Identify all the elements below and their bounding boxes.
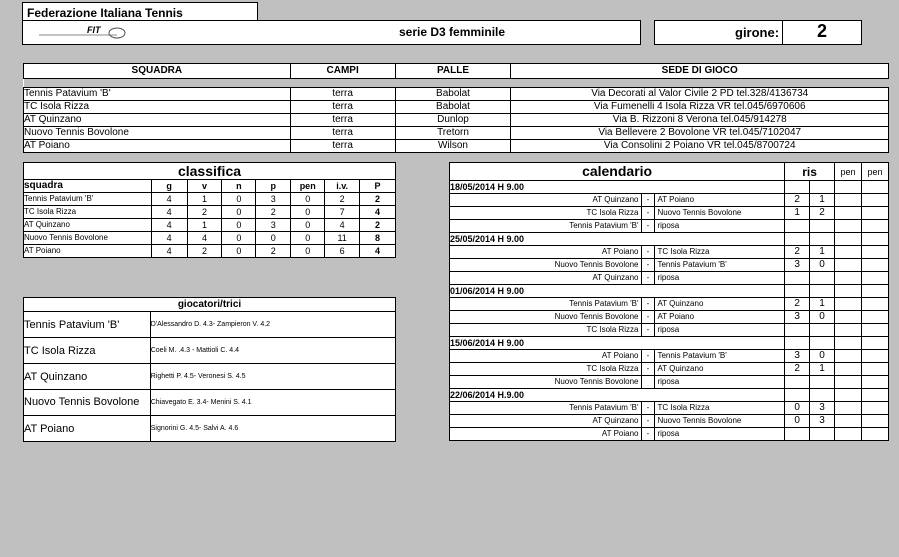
match-home: AT Poiano bbox=[450, 246, 642, 259]
team-sede: Via Decorati al Valor Civile 2 PD tel.328/4136734 bbox=[511, 88, 889, 101]
match-sep: - bbox=[641, 350, 655, 363]
calendario-pen-cell bbox=[835, 324, 862, 337]
match-score-home: 3 bbox=[785, 311, 810, 324]
giocatori-team: AT Poiano bbox=[24, 416, 151, 442]
match-sep: - bbox=[641, 311, 655, 324]
team-name: Tennis Patavium 'B' bbox=[24, 88, 291, 101]
calendario-pen-cell bbox=[861, 194, 888, 207]
calendario-ris-cell bbox=[785, 181, 810, 194]
calendario-match-row bbox=[450, 207, 889, 220]
classifica-row bbox=[24, 232, 396, 245]
match-home: TC Isola Rizza bbox=[450, 363, 642, 376]
calendario-ris-cell bbox=[785, 389, 810, 402]
classifica-pen: 0 bbox=[291, 245, 325, 258]
team-name: AT Quinzano bbox=[24, 114, 291, 127]
match-home: AT Poiano bbox=[450, 350, 642, 363]
classifica-v: 2 bbox=[187, 206, 222, 219]
calendario-match-row bbox=[450, 350, 889, 363]
calendario-pen-cell bbox=[835, 402, 862, 415]
classifica-pen: 0 bbox=[291, 193, 325, 206]
match-score-home: 2 bbox=[785, 298, 810, 311]
calendario-pen-cell bbox=[861, 428, 888, 441]
giocatori-team: AT Quinzano bbox=[24, 364, 151, 390]
match-score-away: 1 bbox=[810, 246, 835, 259]
classifica-g: 4 bbox=[151, 219, 187, 232]
fit-logo-graphic bbox=[37, 25, 127, 41]
classifica-p: 0 bbox=[256, 232, 291, 245]
match-score-away: 0 bbox=[810, 259, 835, 272]
calendario-pen-cell bbox=[835, 220, 862, 233]
calendario-pen-cell bbox=[861, 402, 888, 415]
girone-value: 2 bbox=[817, 21, 828, 41]
match-home: Tennis Patavium 'B' bbox=[450, 220, 642, 233]
match-home: AT Poiano bbox=[450, 428, 642, 441]
classifica-g: 4 bbox=[151, 232, 187, 245]
match-away: Tennis Patavium 'B' bbox=[655, 259, 785, 272]
giocatori-row bbox=[24, 312, 396, 338]
calendario-date: 18/05/2014 H 9.00 bbox=[450, 181, 785, 194]
match-score-home: 0 bbox=[785, 402, 810, 415]
classifica-points: 2 bbox=[360, 219, 396, 232]
match-score-away: 1 bbox=[810, 298, 835, 311]
match-score-away: 0 bbox=[810, 311, 835, 324]
match-home: Tennis Patavium 'B' bbox=[450, 402, 642, 415]
team-campi: terra bbox=[290, 114, 395, 127]
match-away: AT Quinzano bbox=[655, 298, 785, 311]
classifica-points: 4 bbox=[360, 245, 396, 258]
match-score-home bbox=[785, 324, 810, 337]
calendario-date-row bbox=[450, 389, 889, 402]
calendario-pen-cell bbox=[861, 376, 888, 389]
calendario-ris-cell bbox=[810, 233, 835, 246]
calendario-date-row bbox=[450, 181, 889, 194]
giocatori-row bbox=[24, 338, 396, 364]
classifica-team: Nuovo Tennis Bovolone bbox=[24, 232, 152, 245]
classifica-title-row bbox=[24, 163, 396, 180]
classifica-g: 4 bbox=[151, 245, 187, 258]
team-row bbox=[24, 140, 889, 153]
match-away: riposa bbox=[655, 220, 785, 233]
match-score-home bbox=[785, 428, 810, 441]
classifica-team: Tennis Patavium 'B' bbox=[24, 193, 152, 206]
calendario-date: 22/06/2014 H.9.00 bbox=[450, 389, 785, 402]
team-name: TC Isola Rizza bbox=[24, 101, 291, 114]
team-palle: Dunlop bbox=[395, 114, 511, 127]
team-name: AT Poiano bbox=[24, 140, 291, 153]
match-away: Nuovo Tennis Bovolone bbox=[655, 207, 785, 220]
match-away: riposa bbox=[655, 428, 785, 441]
classifica-pen: 0 bbox=[291, 232, 325, 245]
classifica-team: AT Quinzano bbox=[24, 219, 152, 232]
calendario-match-row bbox=[450, 363, 889, 376]
calendario-title: calendario bbox=[450, 163, 785, 181]
team-palle: Babolat bbox=[395, 101, 511, 114]
match-away: riposa bbox=[655, 324, 785, 337]
match-home: TC Isola Rizza bbox=[450, 207, 642, 220]
fit-logo-text: FIT bbox=[87, 25, 101, 35]
header-squadra: SQUADRA bbox=[24, 64, 291, 79]
classifica-header-squadra: squadra bbox=[24, 180, 152, 193]
calendario-pen-cell bbox=[835, 311, 862, 324]
calendario-ris-cell bbox=[810, 285, 835, 298]
match-score-away: 0 bbox=[810, 350, 835, 363]
team-sede: Via Fumenelli 4 Isola Rizza VR tel.045/6970606 bbox=[511, 101, 889, 114]
team-sede: Via Consolini 2 Poiano VR tel.045/8700724 bbox=[511, 140, 889, 153]
calendario-pen-cell bbox=[861, 415, 888, 428]
match-home: Nuovo Tennis Bovolone bbox=[450, 259, 642, 272]
calendario-date: 15/06/2014 H 9.00 bbox=[450, 337, 785, 350]
match-score-away: 1 bbox=[810, 194, 835, 207]
calendario-pen2: pen bbox=[861, 163, 888, 181]
classifica-iv: 7 bbox=[325, 206, 360, 219]
calendario-pen-cell bbox=[861, 350, 888, 363]
classifica-header-v: v bbox=[187, 180, 222, 193]
calendario-pen-cell bbox=[861, 298, 888, 311]
match-sep: - bbox=[641, 194, 655, 207]
match-score-away: 2 bbox=[810, 207, 835, 220]
team-campi: terra bbox=[290, 101, 395, 114]
team-row bbox=[24, 88, 889, 101]
teams-table bbox=[23, 63, 889, 153]
calendario-pen-cell bbox=[861, 285, 888, 298]
classifica-row bbox=[24, 206, 396, 219]
match-score-away bbox=[810, 272, 835, 285]
giocatori-players: Coeli M. .4.3 - Mattioli C. 4.4 bbox=[150, 338, 395, 364]
match-score-away bbox=[810, 428, 835, 441]
match-score-away: 3 bbox=[810, 402, 835, 415]
classifica-iv: 6 bbox=[325, 245, 360, 258]
calendario-pen-cell bbox=[861, 246, 888, 259]
header-campi: CAMPI bbox=[290, 64, 395, 79]
match-score-home: 2 bbox=[785, 246, 810, 259]
match-score-home bbox=[785, 220, 810, 233]
match-away: TC Isola Rizza bbox=[655, 246, 785, 259]
fit-logo bbox=[37, 25, 127, 41]
classifica-header-iv: i.v. bbox=[325, 180, 360, 193]
calendario-match-row bbox=[450, 376, 889, 389]
classifica-p: 3 bbox=[256, 193, 291, 206]
giocatori-players: Righetti P. 4.5- Veronesi S. 4.5 bbox=[150, 364, 395, 390]
classifica-v: 2 bbox=[187, 245, 222, 258]
calendario-match-row bbox=[450, 311, 889, 324]
classifica-n: 0 bbox=[222, 193, 256, 206]
classifica-title: classifica bbox=[24, 163, 396, 180]
classifica-team: TC Isola Rizza bbox=[24, 206, 152, 219]
team-campi: terra bbox=[290, 127, 395, 140]
calendario-pen-cell bbox=[835, 428, 862, 441]
series-title: serie D3 femminile bbox=[399, 25, 506, 39]
classifica-points: 4 bbox=[360, 206, 396, 219]
girone-label: girone: bbox=[735, 25, 780, 40]
series-header bbox=[22, 20, 641, 45]
team-row bbox=[24, 114, 889, 127]
calendario-date-row bbox=[450, 337, 889, 350]
match-score-home: 0 bbox=[785, 415, 810, 428]
calendario-pen-cell bbox=[835, 350, 862, 363]
match-home: AT Quinzano bbox=[450, 415, 642, 428]
match-sep: - bbox=[641, 272, 655, 285]
match-sep: - bbox=[641, 428, 655, 441]
giocatori-row bbox=[24, 390, 396, 416]
match-away: AT Poiano bbox=[655, 311, 785, 324]
calendario-pen-cell bbox=[835, 376, 862, 389]
match-home: Nuovo Tennis Bovolone bbox=[450, 311, 642, 324]
classifica-v: 1 bbox=[187, 219, 222, 232]
classifica-header-row bbox=[24, 180, 396, 193]
calendario-pen-cell bbox=[835, 181, 862, 194]
team-palle: Babolat bbox=[395, 88, 511, 101]
calendario-pen-cell bbox=[861, 272, 888, 285]
match-score-away bbox=[810, 324, 835, 337]
teams-header-row bbox=[24, 64, 889, 79]
classifica-row bbox=[24, 219, 396, 232]
calendario-pen-cell bbox=[861, 389, 888, 402]
match-sep: - bbox=[641, 259, 655, 272]
match-score-away: 1 bbox=[810, 363, 835, 376]
classifica-table bbox=[23, 162, 396, 258]
classifica-g: 4 bbox=[151, 206, 187, 219]
giocatori-table bbox=[23, 297, 396, 442]
classifica-iv: 2 bbox=[325, 193, 360, 206]
match-home: Nuovo Tennis Bovolone bbox=[450, 376, 642, 389]
classifica-g: 4 bbox=[151, 193, 187, 206]
classifica-header-points: P bbox=[360, 180, 396, 193]
calendario-pen-cell bbox=[835, 337, 862, 350]
calendario-pen-cell bbox=[835, 246, 862, 259]
team-name: Nuovo Tennis Bovolone bbox=[24, 127, 291, 140]
calendario-match-row bbox=[450, 428, 889, 441]
calendario-date: 01/06/2014 H 9.00 bbox=[450, 285, 785, 298]
classifica-iv: 4 bbox=[325, 219, 360, 232]
match-home: AT Quinzano bbox=[450, 194, 642, 207]
calendario-date-row bbox=[450, 285, 889, 298]
team-campi: terra bbox=[290, 88, 395, 101]
classifica-n: 0 bbox=[222, 232, 256, 245]
calendario-ris: ris bbox=[785, 163, 835, 181]
classifica-row bbox=[24, 245, 396, 258]
calendario-pen-cell bbox=[835, 233, 862, 246]
calendario-pen-cell bbox=[861, 311, 888, 324]
calendario-date-row bbox=[450, 233, 889, 246]
girone-box bbox=[654, 20, 862, 45]
match-away: riposa bbox=[655, 376, 785, 389]
classifica-v: 4 bbox=[187, 232, 222, 245]
classifica-n: 0 bbox=[222, 245, 256, 258]
classifica-header-pen: pen bbox=[291, 180, 325, 193]
match-home: AT Quinzano bbox=[450, 272, 642, 285]
giocatori-team: Tennis Patavium 'B' bbox=[24, 312, 151, 338]
team-row bbox=[24, 127, 889, 140]
classifica-pen: 0 bbox=[291, 206, 325, 219]
match-away: TC Isola Rizza bbox=[655, 402, 785, 415]
calendario-title-row bbox=[450, 163, 889, 181]
calendario-pen-cell bbox=[861, 207, 888, 220]
calendario-date: 25/05/2014 H 9.00 bbox=[450, 233, 785, 246]
giocatori-players: Chiavegato E. 3.4- Menini S. 4.1 bbox=[150, 390, 395, 416]
giocatori-team: TC Isola Rizza bbox=[24, 338, 151, 364]
header-sede: SEDE DI GIOCO bbox=[511, 64, 889, 79]
classifica-n: 0 bbox=[222, 206, 256, 219]
calendario-pen-cell bbox=[861, 233, 888, 246]
teams-spacer bbox=[24, 79, 889, 88]
match-sep: - bbox=[641, 207, 655, 220]
match-sep bbox=[641, 376, 655, 389]
team-sede: Via Bellevere 2 Bovolone VR tel.045/7102047 bbox=[511, 127, 889, 140]
match-away: Tennis Patavium 'B' bbox=[655, 350, 785, 363]
calendario-pen-cell bbox=[861, 363, 888, 376]
match-sep: - bbox=[641, 415, 655, 428]
calendario-ris-cell bbox=[810, 389, 835, 402]
calendario-pen-cell bbox=[835, 259, 862, 272]
classifica-points: 8 bbox=[360, 232, 396, 245]
calendario-pen-cell bbox=[861, 220, 888, 233]
calendario-pen-cell bbox=[861, 337, 888, 350]
federation-title-text: Federazione Italiana Tennis bbox=[27, 6, 183, 20]
match-away: Nuovo Tennis Bovolone bbox=[655, 415, 785, 428]
calendario-match-row bbox=[450, 298, 889, 311]
match-score-home bbox=[785, 272, 810, 285]
classifica-p: 3 bbox=[256, 219, 291, 232]
match-score-away bbox=[810, 376, 835, 389]
classifica-team: AT Poiano bbox=[24, 245, 152, 258]
match-home: Tennis Patavium 'B' bbox=[450, 298, 642, 311]
girone-divider bbox=[782, 21, 783, 44]
match-score-home: 3 bbox=[785, 259, 810, 272]
giocatori-row bbox=[24, 416, 396, 442]
match-score-home: 2 bbox=[785, 194, 810, 207]
giocatori-title: giocatori/trici bbox=[24, 298, 396, 312]
giocatori-team: Nuovo Tennis Bovolone bbox=[24, 390, 151, 416]
match-sep: - bbox=[641, 298, 655, 311]
classifica-p: 2 bbox=[256, 245, 291, 258]
calendario-pen-cell bbox=[835, 207, 862, 220]
match-away: AT Poiano bbox=[655, 194, 785, 207]
calendario-match-row bbox=[450, 324, 889, 337]
giocatori-players: Signorini G. 4.5- Salvi A. 4.6 bbox=[150, 416, 395, 442]
classifica-header-n: n bbox=[222, 180, 256, 193]
calendario-pen-cell bbox=[835, 285, 862, 298]
match-sep: - bbox=[641, 246, 655, 259]
calendario-ris-cell bbox=[785, 337, 810, 350]
match-home: TC Isola Rizza bbox=[450, 324, 642, 337]
calendario-match-row bbox=[450, 415, 889, 428]
team-row bbox=[24, 101, 889, 114]
classifica-row bbox=[24, 193, 396, 206]
match-away: riposa bbox=[655, 272, 785, 285]
calendario-pen-cell bbox=[835, 363, 862, 376]
calendario-pen-cell bbox=[835, 194, 862, 207]
calendario-match-row bbox=[450, 402, 889, 415]
match-score-away: 3 bbox=[810, 415, 835, 428]
classifica-pen: 0 bbox=[291, 219, 325, 232]
calendario-pen-cell bbox=[861, 181, 888, 194]
match-score-home: 2 bbox=[785, 363, 810, 376]
calendario-pen-cell bbox=[861, 324, 888, 337]
calendario-match-row bbox=[450, 220, 889, 233]
match-sep: - bbox=[641, 220, 655, 233]
header-palle: PALLE bbox=[395, 64, 511, 79]
calendario-pen-cell bbox=[835, 415, 862, 428]
team-palle: Wilson bbox=[395, 140, 511, 153]
team-sede: Via B. Rizzoni 8 Verona tel.045/914278 bbox=[511, 114, 889, 127]
giocatori-row bbox=[24, 364, 396, 390]
match-score-away bbox=[810, 220, 835, 233]
classifica-v: 1 bbox=[187, 193, 222, 206]
team-campi: terra bbox=[290, 140, 395, 153]
calendario-match-row bbox=[450, 246, 889, 259]
calendario-ris-cell bbox=[785, 285, 810, 298]
calendario-ris-cell bbox=[810, 337, 835, 350]
team-palle: Tretorn bbox=[395, 127, 511, 140]
classifica-points: 2 bbox=[360, 193, 396, 206]
calendario-pen-cell bbox=[835, 389, 862, 402]
calendario-match-row bbox=[450, 272, 889, 285]
classifica-p: 2 bbox=[256, 206, 291, 219]
calendario-pen-cell bbox=[835, 298, 862, 311]
calendario-ris-cell bbox=[785, 233, 810, 246]
match-score-home: 3 bbox=[785, 350, 810, 363]
giocatori-title-row bbox=[24, 298, 396, 312]
calendario-table bbox=[449, 162, 889, 441]
match-score-home bbox=[785, 376, 810, 389]
classifica-iv: 11 bbox=[325, 232, 360, 245]
calendario-match-row bbox=[450, 194, 889, 207]
match-score-home: 1 bbox=[785, 207, 810, 220]
classifica-header-g: g bbox=[151, 180, 187, 193]
match-sep: - bbox=[641, 402, 655, 415]
giocatori-players: D'Alessandro D. 4.3- Zampieron V. 4.2 bbox=[150, 312, 395, 338]
classifica-n: 0 bbox=[222, 219, 256, 232]
calendario-pen-cell bbox=[861, 259, 888, 272]
calendario-pen1: pen bbox=[835, 163, 862, 181]
match-sep: - bbox=[641, 363, 655, 376]
calendario-match-row bbox=[450, 259, 889, 272]
calendario-pen-cell bbox=[835, 272, 862, 285]
match-sep: - bbox=[641, 324, 655, 337]
match-away: AT Quinzano bbox=[655, 363, 785, 376]
classifica-header-p: p bbox=[256, 180, 291, 193]
calendario-ris-cell bbox=[810, 181, 835, 194]
calendario-body bbox=[450, 181, 889, 441]
